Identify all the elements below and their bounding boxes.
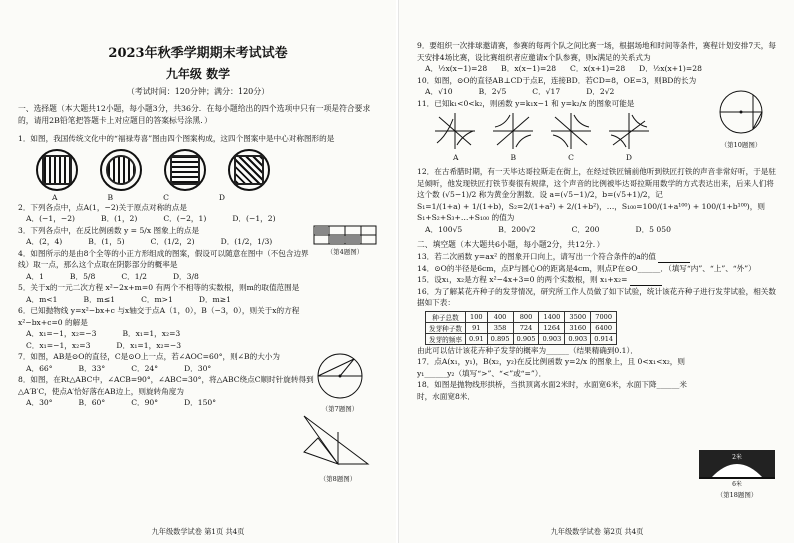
table-cell: 800 — [513, 311, 539, 322]
q10-option-c: C．√17 — [532, 87, 561, 96]
question-16-answer: 由此可以估计该花卉种子发芽的概率为______（结果精确到0.1）． — [417, 345, 638, 355]
q12-options — [425, 224, 781, 236]
q13-answer-blank[interactable] — [658, 254, 690, 263]
q2-options — [26, 213, 382, 225]
q12-option-b: B．200√2 — [498, 224, 536, 234]
q8-option-a: A．30° — [26, 398, 53, 407]
circle-chord-figure-icon — [711, 88, 771, 138]
q11-labels — [453, 153, 794, 162]
table-cell: 0.903 — [539, 333, 565, 344]
q2-option-a: A．(−1，−2) — [26, 214, 75, 223]
q3-option-b: B．(1，5) — [88, 237, 125, 246]
table-cell: 0.903 — [565, 333, 591, 344]
question-12-sum: S₁=1/(1+a) + 1/(1+b)，S₂=2/(1+a²) + 2/(1+b²)，…，S₁₀₀=100/(1+a¹⁰⁰) + 100/(1+b¹⁰⁰)，则 S₁+S₂+S₃+…+S₁₀₀ 的值为 — [417, 201, 765, 222]
triangle-figure-icon — [298, 412, 378, 472]
question-9: 9．要组织一次排球邀请赛，参赛的每两个队之间比赛一场，根据场地和时间等条件，赛程计划安排7天，每天安排4场比赛，设比赛组织者应邀请x个队参赛，则x满足的关系式为 — [417, 41, 776, 62]
q8-option-d: D．150° — [184, 398, 217, 407]
q13-text: 13．若二次函数 y=ax² 的图象开口向上，请写出一个符合条件的a的值 — [417, 252, 656, 261]
fig4 — [312, 225, 378, 256]
q8-option-c: C．90° — [131, 398, 159, 407]
q4-option-b: B．5/8 — [69, 271, 96, 281]
question-5: 5．关于x的一元二次方程 x²−2x+m=0 有两个不相等的实数根，则m的取值范围是 — [18, 283, 300, 292]
table-cell: 7000 — [591, 311, 617, 322]
table-row — [426, 322, 617, 333]
table-cell: 100 — [465, 311, 487, 322]
q7-option-c: C．24° — [131, 363, 159, 373]
graph-c-icon — [549, 111, 593, 151]
q16-table — [425, 311, 617, 345]
page-footer: 九年级数学试卷 第1页 共4页 — [151, 527, 245, 536]
q9-option-c: C．x(x+1)=28 — [570, 64, 626, 73]
table-cell: 724 — [513, 322, 539, 333]
q4-option-c: C．1/2 — [121, 271, 147, 281]
q15-text: 15．设x₁，x₂是方程 x²−4x+3=0 的两个实数根，则 x₁+x₂= — [417, 275, 628, 284]
question-13 — [417, 251, 781, 263]
table-row — [426, 311, 617, 322]
section-fill-header: 二、填空题（本大题共6小题，每小题2分，共12分．） — [417, 240, 605, 249]
exam-title: 2023年秋季学期期末考试试卷 — [108, 46, 288, 61]
q10-option-d: D．2√2 — [586, 87, 615, 96]
table-cell: 发芽种子数 — [426, 322, 466, 333]
exam-subtitle: 九年级 数学 — [165, 67, 231, 81]
question-16: 16．为了解某花卉种子的发芽情况，研究所工作人员做了如下试验，统计该花卉种子进行发芽试验，相关数据如下表： — [417, 286, 776, 307]
q8-option-b: B．60° — [78, 398, 106, 407]
xi-seal-icon — [228, 149, 270, 191]
q10-option-b: B．2√5 — [478, 87, 507, 96]
question-6: 6．已知抛物线 y=x²−bx+c 与x轴交于点A（1，0），B（−3，0），则关于x的方程 x²−bx+c=0 的解是 — [18, 306, 300, 327]
exam-note: （考试时间：120分钟；满分：120分） — [126, 87, 270, 96]
table-cell: 0.91 — [465, 333, 487, 344]
lu-seal-icon — [100, 149, 142, 191]
q7-option-a: A．66° — [26, 363, 53, 373]
arch-bridge-icon — [697, 448, 777, 488]
page-footer: 九年级数学试卷 第2页 共4页 — [550, 527, 644, 536]
exam-page-1 — [0, 0, 396, 543]
q10-option-a: A．√10 — [425, 87, 453, 96]
q15-answer-blank[interactable] — [630, 277, 662, 286]
table-cell: 1400 — [539, 311, 565, 322]
shou-seal-icon — [164, 149, 206, 191]
question-7: 7．如图，AB是⊙O的直径，C是⊙O上一点，若∠AOC=60°，则∠B的大小为 — [18, 352, 280, 361]
q3-option-c: C．(1/2，2) — [150, 237, 195, 246]
table-cell: 358 — [487, 322, 513, 333]
q4-option-d: D．3/8 — [172, 271, 199, 281]
question-1: 1．如图，我国传统文化中的“福禄寿喜”图由四个图案构成，这四个图案中是中心对称图形的是 — [18, 134, 335, 143]
question-2: 2．下列各点中，点A(1，−2)关于原点对称的点是 — [18, 202, 187, 212]
graph-b-icon — [491, 111, 535, 151]
q11-label-b: B — [510, 153, 517, 162]
table-cell: 91 — [465, 322, 487, 333]
fig7-caption: （第7题图） — [321, 405, 359, 413]
fig7 — [305, 350, 375, 413]
table-cell: 0.905 — [513, 333, 539, 344]
question-10: 10．如图，⊙O的直径AB⊥CD于点E，连接BD．若CD=8，OE=3，则BD的长为 — [417, 75, 697, 85]
grid-figure-icon — [313, 225, 377, 245]
q7-option-d: D．30° — [184, 363, 212, 373]
q11-label-d: D — [625, 153, 632, 162]
graph-a-icon — [433, 111, 477, 151]
section-choice-header: 一、选择题（本大题共12小题，每小题3分，共36分．在每小题给出的四个选项中只有一项是符合要求的，请用2B铅笔把答题卡上对应题目的答案标号涂黑．） — [18, 104, 371, 125]
fig4-caption: （第4题图） — [326, 248, 364, 256]
fig8-caption: （第8题图） — [319, 475, 357, 483]
exam-page-2 — [398, 0, 794, 543]
fig10 — [703, 88, 779, 149]
q1-label-c: C — [163, 192, 169, 202]
q1-images — [36, 149, 396, 191]
table-cell: 种子总数 — [426, 311, 466, 322]
q1-label-b: B — [107, 192, 114, 202]
q6-option-d: D．x₁=1，x₂=−3 — [116, 340, 182, 350]
table-cell: 发芽的频率 — [426, 333, 466, 344]
question-17: 17．点A(x₁，y₁)，B(x₂，y₂)在反比例函数 y=2/x 的图象上，且 0<x₁<x₂，则 y₁______y₂（填写“>”、“<”或“=”）． — [417, 357, 685, 378]
table-cell: 0.895 — [487, 333, 513, 344]
q5-options — [26, 294, 382, 306]
q5-option-c: C．m>1 — [141, 294, 173, 304]
q9-option-b: B．x(x−1)=28 — [501, 64, 557, 73]
q1-label-d: D — [218, 192, 225, 202]
question-15 — [417, 274, 781, 286]
question-3: 3．下列各点中，在反比例函数 y = 5/x 图象上的点是 — [18, 225, 200, 235]
q6-option-c: C．x₁=−1，x₂=3 — [26, 340, 91, 350]
q2-option-d: D．(−1，2) — [232, 214, 276, 223]
q5-option-b: B．m≤1 — [83, 294, 116, 304]
q11-label-a: A — [453, 153, 459, 162]
q16-table-wrap — [425, 311, 781, 345]
q2-option-b: B．(1，2) — [101, 214, 138, 223]
table-cell: 400 — [487, 311, 513, 322]
graph-d-icon — [607, 111, 651, 151]
question-12: 12．在古希腊时期，有一天毕达哥拉斯走在街上，在经过铁匠铺前他听到铁匠打铁的声音非常好听，于是驻足倾听，他发现铁匠打铁节奏很有规律，这个声音的比例被毕达哥拉斯用数学的方式表达出来，后来人们将这个数 (√5−1)/2 称为黄金分割数．设 a=(√5−1)/2，b=(√5+1)/2，记 — [417, 167, 776, 199]
q12-option-d: D．5 050 — [635, 224, 671, 234]
table-cell: 6400 — [591, 322, 617, 333]
table-cell: 0.914 — [591, 333, 617, 344]
q6-option-a: A．x₁=−1，x₂=−3 — [26, 329, 97, 338]
q1-label-a: A — [52, 192, 58, 202]
table-row — [426, 333, 617, 344]
q9-option-d: D．½x(x+1)=28 — [639, 64, 702, 73]
question-4: 4．如图所示的是由8个全等的小正方形组成的图案，假设可以随意在图中（不包含边界线）取一点，那么这个点取在阴影部分的概率是 — [18, 248, 309, 269]
q9-option-a: A．½x(x−1)=28 — [425, 64, 488, 73]
q3-option-a: A．(2，4) — [26, 237, 63, 246]
question-14: 14．⊙O的半径是6cm，点P与圆心O的距离是4cm，则点P在⊙O______．（填写“内”、“上”、“外”） — [417, 263, 756, 273]
q1-labels — [52, 193, 396, 202]
q7-option-b: B．33° — [78, 363, 106, 373]
fu-seal-icon — [36, 149, 78, 191]
fig10-caption: （第10题图） — [720, 141, 762, 149]
q2-option-c: C．(−2，1) — [163, 214, 207, 223]
arch-top-label: 2米 — [732, 454, 742, 461]
fig8 — [296, 412, 380, 483]
question-11: 11．已知k₁<0<k₂，则函数 y=k₁x−1 和 y=k₂/x 的图象可能是 — [417, 98, 635, 108]
q5-option-d: D．m≥1 — [198, 294, 231, 304]
q3-option-d: D．(1/2，1/3) — [220, 237, 273, 246]
arch-width-label: 6米 — [732, 481, 742, 488]
q6-options-row1 — [26, 328, 382, 340]
q4-options — [26, 271, 382, 283]
table-cell: 1264 — [539, 322, 565, 333]
question-18: 18．如图是抛物线形拱桥，当拱顶离水面2米时，水面宽6米，水面下降______米时，水面宽8米． — [417, 380, 687, 401]
table-cell: 3160 — [565, 322, 591, 333]
fig18-caption: （第18题图） — [716, 491, 758, 499]
table-cell: 3500 — [565, 311, 591, 322]
q4-option-a: A．1 — [26, 271, 44, 281]
q5-option-a: A．m<1 — [26, 294, 58, 304]
q6-option-b: B．x₁=1，x₂=3 — [122, 329, 181, 338]
circle-figure-icon — [310, 350, 370, 402]
q12-option-c: C．200 — [571, 224, 600, 234]
question-8: 8．如图，在Rt△ABC中，∠ACB=90°，∠ABC=30°，将△ABC绕点C顺时针旋转得到△A′B′C，使点A′恰好落在AB边上，则旋转角度为 — [18, 375, 314, 396]
q12-option-a: A．100√5 — [425, 224, 463, 234]
fig18 — [695, 448, 779, 499]
q11-label-c: C — [568, 153, 574, 162]
q9-options — [425, 63, 781, 75]
